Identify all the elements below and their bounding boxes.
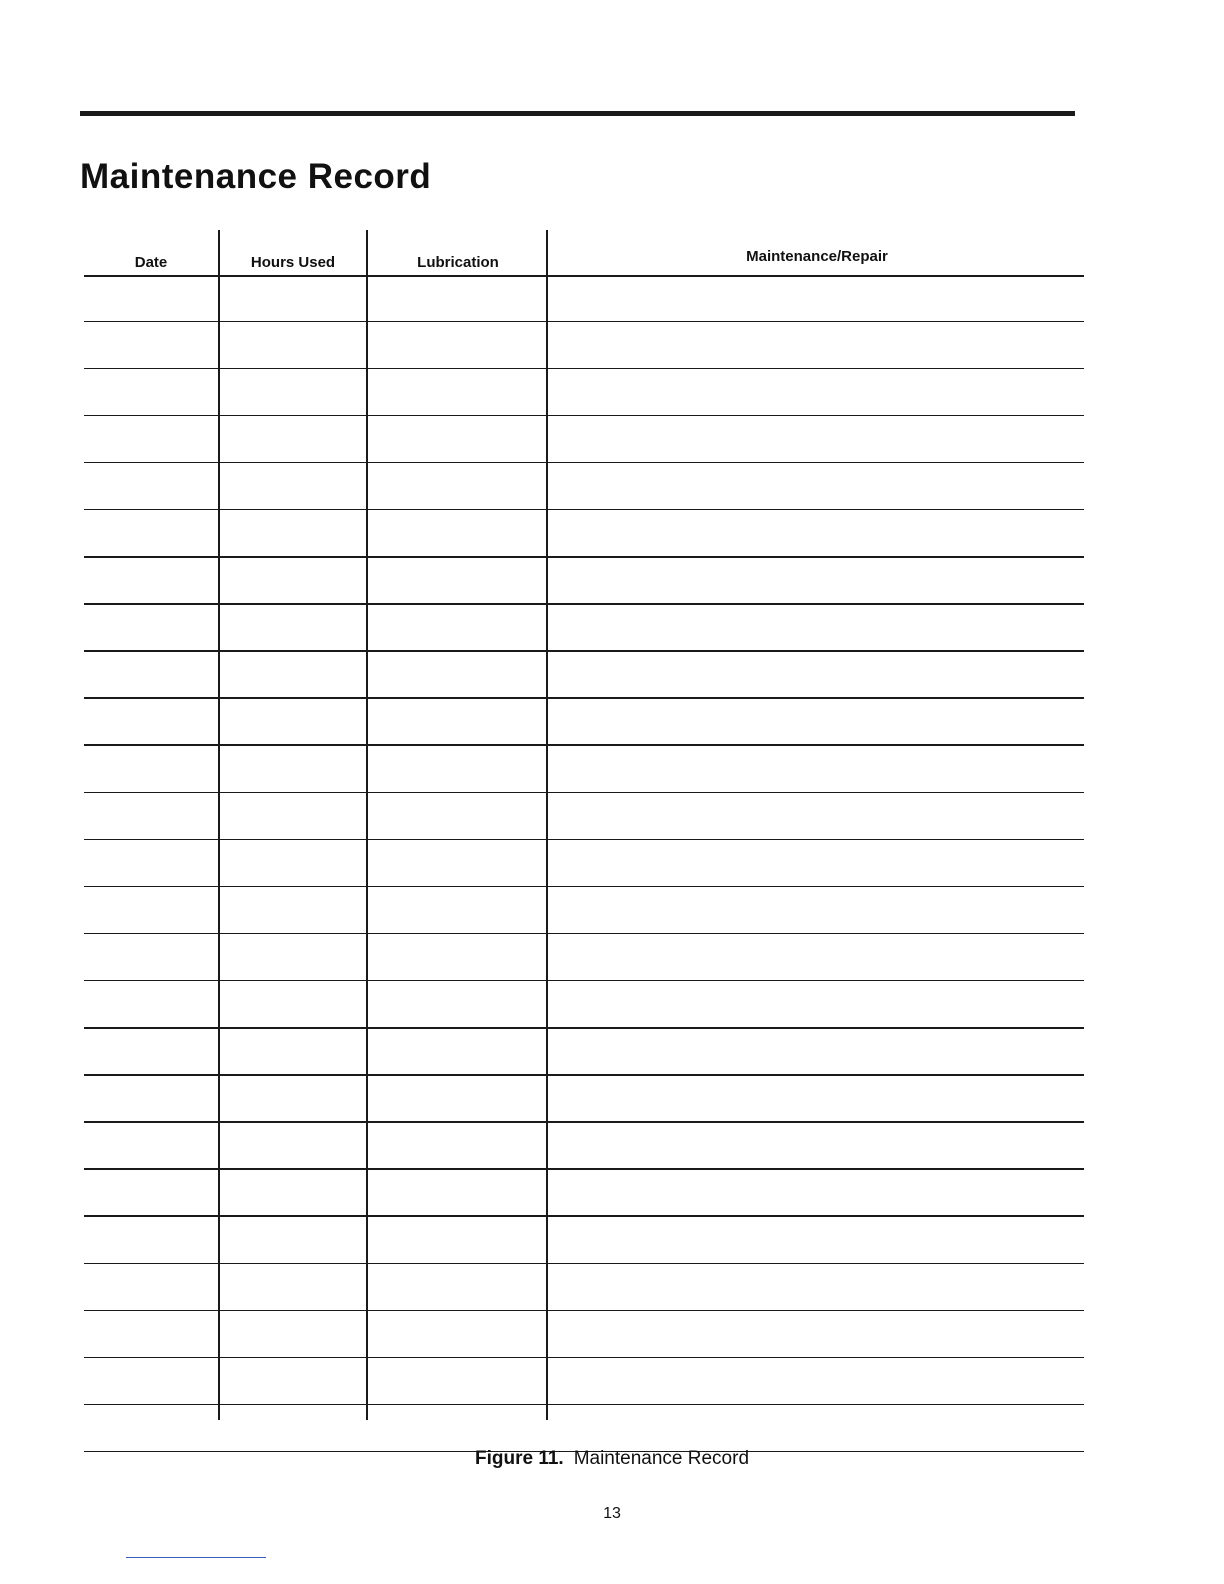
column-header-maintenance-repair: Maintenance/Repair: [746, 248, 888, 265]
table-cell: [548, 746, 1084, 793]
table-cell: [368, 887, 546, 934]
table-cell: [548, 1076, 1084, 1123]
table-cell: [548, 275, 1084, 322]
figure-caption-text: Maintenance Record: [573, 1448, 750, 1469]
table-cell: [548, 840, 1084, 887]
table-cell: [84, 746, 218, 793]
table-cell: [368, 511, 546, 558]
table-cell: [368, 982, 546, 1029]
table-cell: [548, 699, 1084, 746]
table-cell: [368, 934, 546, 981]
table-row: [84, 558, 1084, 605]
table-cell: [548, 369, 1084, 416]
table-row: [84, 275, 1084, 322]
table-cell: [220, 1123, 366, 1170]
table-cell: [368, 1405, 546, 1452]
table-cell: [368, 1311, 546, 1358]
table-cell: [220, 1311, 366, 1358]
table-cell: [368, 322, 546, 369]
table-cell: [220, 840, 366, 887]
table-cell: [84, 1076, 218, 1123]
table-cell: [548, 1264, 1084, 1311]
table-row: [84, 1076, 1084, 1123]
table-cell: [84, 982, 218, 1029]
table-cell: [84, 1311, 218, 1358]
table-cell: [84, 1170, 218, 1217]
table-cell: [84, 1405, 218, 1452]
table-cell: [548, 793, 1084, 840]
table-cell: [548, 1405, 1084, 1452]
column-header-hours-used: Hours Used: [250, 254, 336, 271]
figure-label: Figure 11.: [474, 1448, 564, 1469]
figure-caption: [0, 1447, 1224, 1471]
table-cell: [368, 463, 546, 510]
table-cell: [220, 1029, 366, 1076]
table-cell: [548, 982, 1084, 1029]
table-cell: [84, 322, 218, 369]
table-cell: [220, 1264, 366, 1311]
table-cell: [84, 275, 218, 322]
table-cell: [84, 1029, 218, 1076]
column-header-date: Date: [134, 254, 168, 271]
column-header-lubrication: Lubrication: [417, 254, 499, 271]
table-row: [84, 652, 1084, 699]
table-row: [84, 1405, 1084, 1452]
table-cell: [220, 369, 366, 416]
table-cell: [548, 887, 1084, 934]
table-cell: [220, 934, 366, 981]
table-row: [84, 416, 1084, 463]
table-cell: [220, 746, 366, 793]
table-row: [84, 699, 1084, 746]
table-row: [84, 1029, 1084, 1076]
table-cell: [368, 746, 546, 793]
table-cell: [548, 1029, 1084, 1076]
table-cell: [548, 463, 1084, 510]
table-row: [84, 1217, 1084, 1264]
table-row: [84, 511, 1084, 558]
table-cell: [548, 511, 1084, 558]
table-cell: [220, 275, 366, 322]
table-row: [84, 605, 1084, 652]
table-cell: [548, 1170, 1084, 1217]
maintenance-record-table: [84, 230, 1084, 1420]
table-row: [84, 1170, 1084, 1217]
table-row: [84, 1358, 1084, 1405]
table-cell: [368, 275, 546, 322]
table-cell: [368, 699, 546, 746]
table-cell: [220, 416, 366, 463]
table-cell: [220, 1076, 366, 1123]
table-cell: [368, 605, 546, 652]
table-row: [84, 793, 1084, 840]
table-cell: [548, 1311, 1084, 1358]
table-cell: [220, 793, 366, 840]
table-cell: [220, 887, 366, 934]
table-row: [84, 369, 1084, 416]
table-cell: [220, 699, 366, 746]
table-cell: [84, 699, 218, 746]
table-cell: [220, 558, 366, 605]
table-cell: [368, 1029, 546, 1076]
table-cell: [368, 416, 546, 463]
table-row: [84, 887, 1084, 934]
table-row: [84, 934, 1084, 981]
table-cell: [84, 1264, 218, 1311]
table-cell: [220, 1358, 366, 1405]
table-cell: [84, 1217, 218, 1264]
table-cell: [220, 511, 366, 558]
table-cell: [84, 416, 218, 463]
table-cell: [368, 558, 546, 605]
table-cell: [220, 463, 366, 510]
table-cell: [368, 1264, 546, 1311]
top-rule: [80, 111, 1075, 116]
table-cell: [84, 1123, 218, 1170]
table-cell: [84, 369, 218, 416]
table-cell: [548, 1358, 1084, 1405]
table-cell: [368, 1123, 546, 1170]
table-cell: [368, 369, 546, 416]
table-cell: [84, 558, 218, 605]
table-row: [84, 1311, 1084, 1358]
table-cell: [368, 793, 546, 840]
footer-rule: [126, 1557, 266, 1558]
table-cell: [368, 1217, 546, 1264]
table-row: [84, 322, 1084, 369]
table-cell: [368, 1358, 546, 1405]
table-cell: [368, 840, 546, 887]
table-cell: [368, 1170, 546, 1217]
table-cell: [548, 934, 1084, 981]
table-cell: [84, 840, 218, 887]
table-row: [84, 746, 1084, 793]
table-cell: [548, 416, 1084, 463]
table-row: [84, 1264, 1084, 1311]
table-row: [84, 463, 1084, 510]
table-cell: [84, 793, 218, 840]
table-cell: [84, 934, 218, 981]
table-cell: [220, 1217, 366, 1264]
table-cell: [368, 1076, 546, 1123]
table-cell: [84, 605, 218, 652]
table-cell: [548, 652, 1084, 699]
table-cell: [368, 652, 546, 699]
table-cell: [84, 887, 218, 934]
table-cell: [548, 1123, 1084, 1170]
page-number: 13: [603, 1505, 621, 1522]
page-title: Maintenance Record: [80, 157, 432, 196]
table-cell: [220, 1405, 366, 1452]
table-cell: [84, 463, 218, 510]
table-cell: [548, 605, 1084, 652]
table-cell: [220, 1170, 366, 1217]
table-row: [84, 1123, 1084, 1170]
table-cell: [84, 1358, 218, 1405]
table-cell: [220, 982, 366, 1029]
table-cell: [548, 1217, 1084, 1264]
table-cell: [84, 652, 218, 699]
table-cell: [548, 558, 1084, 605]
table-row: [84, 840, 1084, 887]
table-cell: [220, 652, 366, 699]
table-row: [84, 982, 1084, 1029]
table-cell: [84, 511, 218, 558]
table-cell: [220, 605, 366, 652]
table-cell: [220, 322, 366, 369]
table-cell: [548, 322, 1084, 369]
